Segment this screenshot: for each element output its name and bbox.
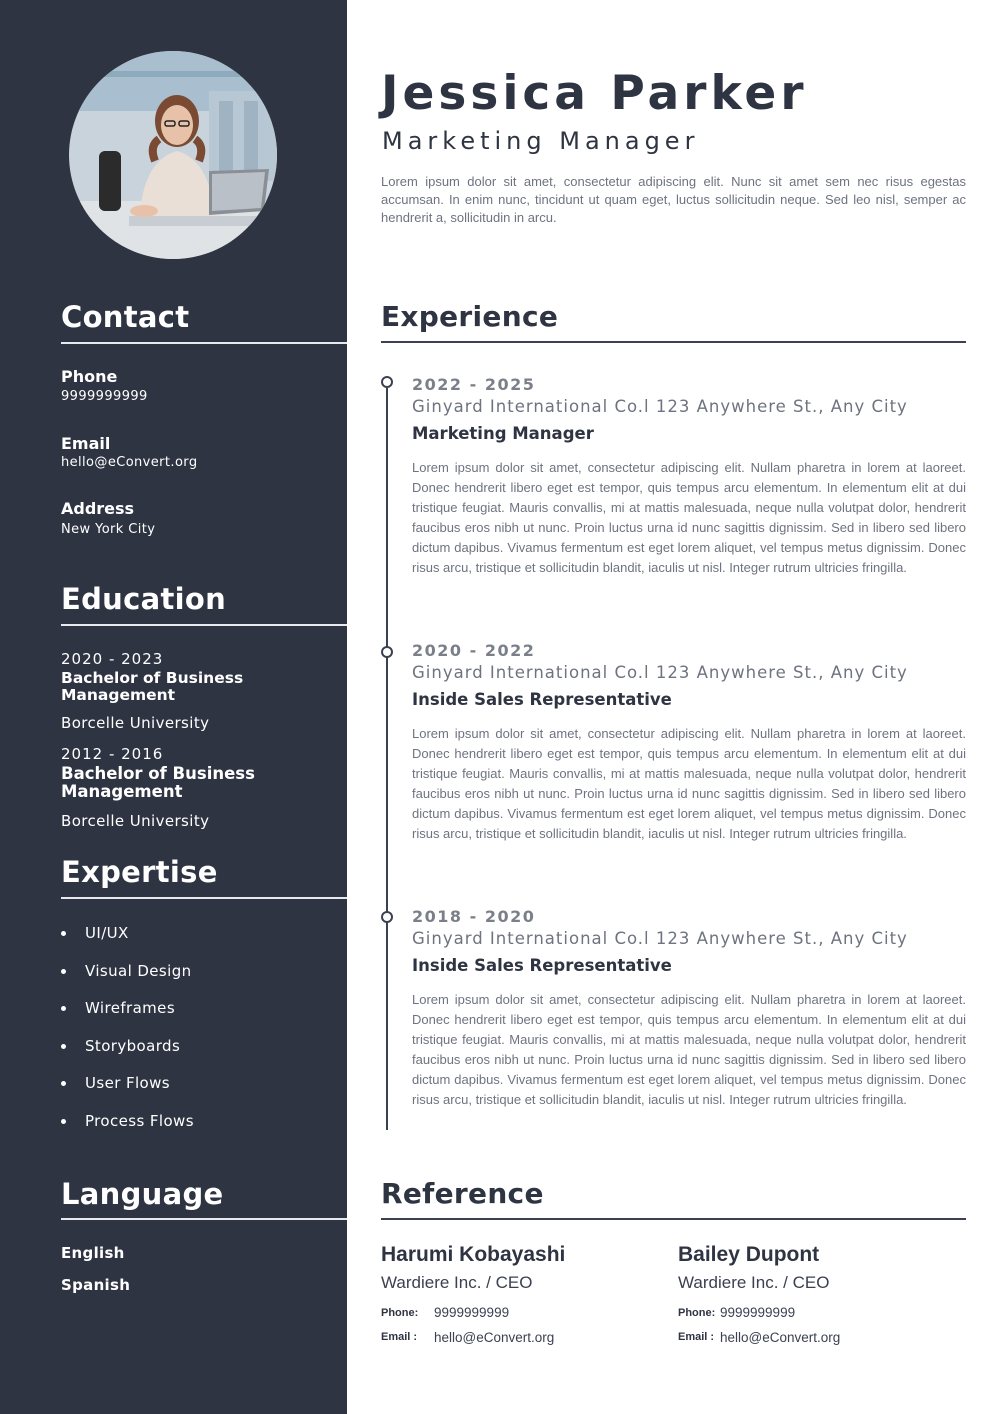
- reference-email-label: Email :: [381, 1331, 418, 1343]
- contact-heading: Contact: [61, 300, 190, 334]
- education-degree: Bachelor of Business Management: [61, 669, 244, 704]
- education-years: 2012 - 2016: [61, 745, 164, 763]
- profile-role: Marketing Manager: [382, 127, 700, 155]
- language-item: English: [61, 1244, 125, 1262]
- address-value: New York City: [61, 522, 156, 537]
- experience-company: Ginyard International Co.l 123 Anywhere St., Any City: [412, 663, 908, 682]
- timeline-line: [386, 388, 388, 1130]
- education-heading: Education: [61, 582, 227, 616]
- reference-phone: 9999999999: [720, 1305, 796, 1320]
- expertise-divider: [61, 897, 347, 899]
- skill-label: UI/UX: [85, 924, 129, 942]
- experience-description: Lorem ipsum dolor sit amet, consectetur adipiscing elit. Nullam pharetra in lorem at laoreet. Donec hendrerit libero eget est tempor, quis tempus arcu elementum. In elementum elit at dui tristique feugiat. Mauris convallis, mi at mattis malesuada, neque nulla volutpat dolor, hendrerit faucibus eros nibh ut nunc. Proin luctus urna id nunc sagittis dignissim. Sed in libero sed libero dictum dapibus. Vivamus fermentum est eget lorem aliquet, vel tempus metus dignissim. Donec risus arcu, tristique et sollicitudin blandit, iaculis ut nisl. Integer rutrum ultricies fringilla.: [412, 992, 966, 1108]
- reference-organization: Wardiere Inc. / CEO: [381, 1273, 533, 1292]
- experience-years: 2020 - 2022: [412, 641, 536, 660]
- bullet-icon: [61, 1119, 66, 1124]
- experience-divider: [381, 341, 966, 343]
- education-degree: Bachelor of Business Management: [61, 764, 255, 801]
- skill-label: Visual Design: [85, 962, 192, 980]
- bullet-icon: [61, 1081, 66, 1086]
- skill-label: User Flows: [85, 1074, 171, 1092]
- reference-phone-label: Phone:: [381, 1307, 419, 1319]
- language-heading: Language: [61, 1177, 224, 1211]
- education-school: Borcelle University: [61, 812, 210, 830]
- timeline-dot-icon: [381, 646, 393, 658]
- profile-photo: [69, 51, 277, 259]
- education-school: Borcelle University: [61, 714, 210, 732]
- phone-value: 9999999999: [61, 389, 148, 404]
- sidebar: [0, 0, 347, 1414]
- reference-name: Bailey Dupont: [678, 1243, 820, 1266]
- experience-company: Ginyard International Co.l 123 Anywhere St., Any City: [412, 929, 908, 948]
- experience-years: 2018 - 2020: [412, 907, 536, 926]
- experience-title: Inside Sales Representative: [412, 956, 672, 975]
- language-item: Spanish: [61, 1276, 131, 1294]
- timeline-dot-icon: [381, 911, 393, 923]
- bullet-icon: [61, 1006, 66, 1011]
- experience-description: Lorem ipsum dolor sit amet, consectetur adipiscing elit. Nullam pharetra in lorem at laoreet. Donec hendrerit libero eget est tempor, quis tempus arcu elementum. In elementum elit at dui tristique feugiat. Mauris convallis, mi at mattis malesuada, neque nulla volutpat dolor, hendrerit faucibus eros nibh ut nunc. Proin luctus urna id nunc sagittis dignissim. Sed in libero sed libero dictum dapibus. Vivamus fermentum est eget lorem aliquet, vel tempus metus dignissim. Donec risus arcu, tristique et sollicitudin blandit, iaculis ut nisl. Integer rutrum ultricies fringilla.: [412, 460, 966, 576]
- email-label: Email: [61, 434, 111, 453]
- reference-divider: [381, 1218, 966, 1220]
- education-divider: [61, 624, 347, 626]
- expertise-heading: Expertise: [61, 855, 218, 889]
- skill-label: Wireframes: [85, 999, 176, 1017]
- profile-summary: Lorem ipsum dolor sit amet, consectetur adipiscing elit. Nunc sit amet sem nec risus egestas accumsan. In enim nunc, tincidunt ut quam eget, luctus sollicitudin neque. Sed leo nisl, semper ac hendrerit a, sollicitudin in arcu.: [381, 174, 966, 225]
- reference-email-label: Email :: [678, 1331, 715, 1343]
- bullet-icon: [61, 969, 66, 974]
- email-value[interactable]: hello@eConvert.org: [61, 455, 198, 470]
- experience-title: Marketing Manager: [412, 424, 594, 443]
- bullet-icon: [61, 931, 66, 936]
- experience-years: 2022 - 2025: [412, 375, 536, 394]
- education-years: 2020 - 2023: [61, 650, 164, 668]
- experience-title: Inside Sales Representative: [412, 690, 672, 709]
- contact-divider: [61, 342, 347, 344]
- reference-heading: Reference: [381, 1177, 544, 1210]
- experience-company: Ginyard International Co.l 123 Anywhere St., Any City: [412, 397, 908, 416]
- reference-organization: Wardiere Inc. / CEO: [678, 1273, 830, 1292]
- phone-label: Phone: [61, 367, 118, 386]
- experience-heading: Experience: [381, 300, 559, 333]
- experience-description: Lorem ipsum dolor sit amet, consectetur adipiscing elit. Nullam pharetra in lorem at laoreet. Donec hendrerit libero eget est tempor, quis tempus arcu elementum. In elementum elit at dui tristique feugiat. Mauris convallis, mi at mattis malesuada, neque nulla volutpat dolor, hendrerit faucibus eros nibh ut nunc. Proin luctus urna id nunc sagittis dignissim. Sed in libero sed libero dictum dapibus. Vivamus fermentum est eget lorem aliquet, vel tempus metus dignissim. Donec risus arcu, tristique et sollicitudin blandit, iaculis ut nisl. Integer rutrum ultricies fringilla.: [412, 726, 966, 842]
- reference-phone: 9999999999: [434, 1305, 510, 1320]
- reference-email[interactable]: hello@eConvert.org: [720, 1330, 841, 1345]
- reference-phone-label: Phone:: [678, 1307, 716, 1319]
- skill-label: Process Flows: [85, 1112, 194, 1130]
- timeline-dot-icon: [381, 376, 393, 388]
- bullet-icon: [61, 1044, 66, 1049]
- reference-name: Harumi Kobayashi: [381, 1243, 566, 1266]
- profile-name: Jessica Parker: [381, 66, 808, 121]
- reference-email[interactable]: hello@eConvert.org: [434, 1330, 555, 1345]
- skill-label: Storyboards: [85, 1037, 181, 1055]
- address-label: Address: [61, 499, 135, 518]
- language-divider: [61, 1218, 347, 1220]
